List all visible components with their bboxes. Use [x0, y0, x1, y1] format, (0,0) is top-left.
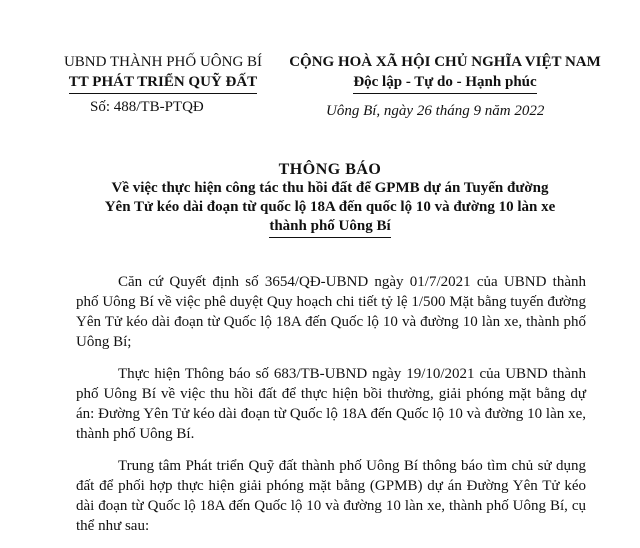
body-paragraph: Trung tâm Phát triển Quỹ đất thành phố Uông Bí thông báo tìm chủ sử dụng đất để phối hợp thực hiện giải phóng mặt bằng (GPMB) dự án Đường Yên Tử kéo dài đoạn từ Quốc lộ 18A đến Quốc lộ 10 và đường 10 làn xe, thành phố Uông Bí, cụ thể như sau:: [76, 458, 586, 534]
document-number: Số: 488/TB-PTQĐ: [90, 99, 204, 115]
national-motto: Độc lập - Tự do - Hạnh phúc: [353, 72, 536, 94]
issue-date: Uông Bí, ngày 26 tháng 9 năm 2022: [326, 103, 545, 119]
notice-title-block: [60, 160, 600, 238]
notice-subject-line-2: Yên Tử kéo dài đoạn từ quốc lộ 18A đến quốc lộ 10 và đường 10 làn xe: [104, 199, 556, 215]
notice-subject-line-1: Về việc thực hiện công tác thu hồi đất để GPMB dự án Tuyến đường: [111, 180, 549, 196]
body-paragraph: Thực hiện Thông báo số 683/TB-UBND ngày 19/10/2021 của UBND thành phố Uông Bí về việc thu hồi đất để thực hiện bồi thường, giải phóng mặt bằng dự án: Đường Yên Tử kéo dài đoạn từ Quốc lộ 18A đến Quốc lộ 10 và đường 10 làn xe, thành phố Uông Bí.: [76, 366, 586, 442]
notice-heading: THÔNG BÁO: [278, 161, 382, 178]
unit-name: TT PHÁT TRIỂN QUỸ ĐẤT: [69, 72, 257, 94]
nation-name: CỘNG HOÀ XÃ HỘI CHỦ NGHĨA VIỆT NAM: [289, 54, 601, 70]
notice-subject-line-3: thành phố Uông Bí: [269, 217, 390, 238]
notice-body: [76, 272, 586, 548]
issuing-agency-block: [48, 52, 278, 94]
national-header-block: [280, 52, 610, 94]
agency-name: UBND THÀNH PHỐ UÔNG BÍ: [63, 54, 263, 70]
body-paragraph: Căn cứ Quyết định số 3654/QĐ-UBND ngày 01/7/2021 của UBND thành phố Uông Bí về việc phê duyệt Quy hoạch chi tiết tỷ lệ 1/500 Mặt bằng tuyến đường Yên Tử kéo dài đoạn từ Quốc lộ 18A đến Quốc lộ 10 và đường 10 làn xe, thành phố Uông Bí;: [76, 274, 586, 350]
